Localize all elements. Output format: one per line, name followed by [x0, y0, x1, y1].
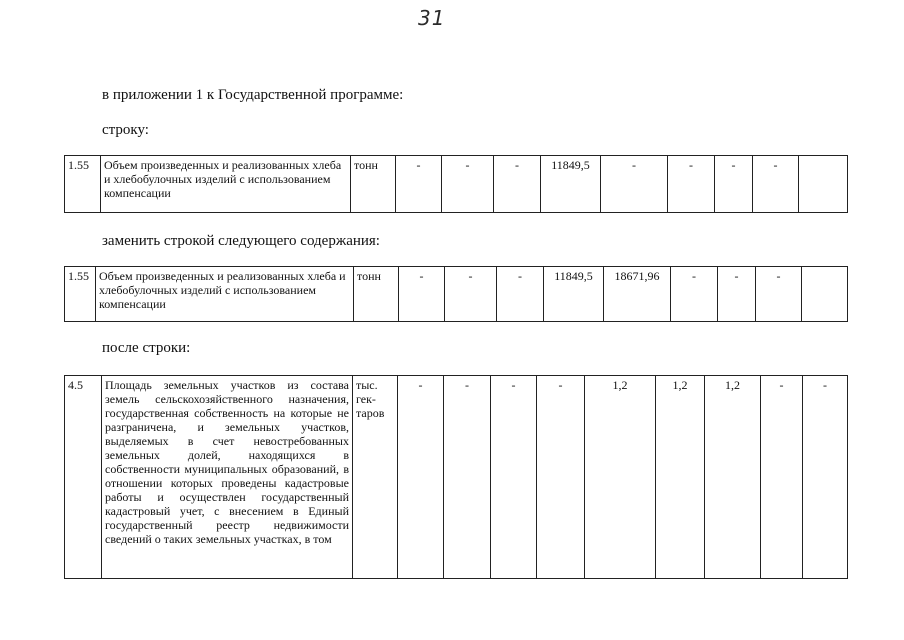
row-value: -: [718, 267, 756, 322]
table-row: [65, 376, 848, 579]
row-value: -: [668, 156, 715, 213]
table-after-row: [64, 375, 848, 579]
replace-label: заменить строкой следующего содержания:: [102, 233, 380, 249]
row-value: 11849,5: [544, 267, 604, 322]
row-label: строку:: [102, 122, 149, 138]
row-value: -: [491, 376, 537, 579]
row-value: -: [756, 267, 802, 322]
row-value: -: [445, 267, 497, 322]
row-value: -: [803, 376, 848, 579]
row-value: [802, 267, 848, 322]
row-unit: тыс. гек-таров: [353, 376, 398, 579]
row-value: -: [444, 376, 491, 579]
row-value: 1,2: [656, 376, 705, 579]
row-value: -: [715, 156, 753, 213]
row-value: -: [494, 156, 541, 213]
table-row: [65, 156, 848, 213]
row-value: 1,2: [705, 376, 761, 579]
row-indicator-name: Объем произведенных и реализованных хлеба и хлебобулочных изделий с использованием компенсации: [96, 267, 354, 322]
row-value: -: [396, 156, 442, 213]
row-value: -: [537, 376, 585, 579]
row-unit: тонн: [351, 156, 396, 213]
page-number: 31: [418, 6, 446, 30]
appendix-line: в приложении 1 к Государственной программе:: [102, 87, 404, 103]
row-number: 4.5: [65, 376, 102, 579]
row-value: -: [761, 376, 803, 579]
row-value: -: [671, 267, 718, 322]
row-value: -: [601, 156, 668, 213]
row-value: -: [442, 156, 494, 213]
row-value: 18671,96: [604, 267, 671, 322]
after-label: после строки:: [102, 340, 191, 356]
row-value: -: [398, 376, 444, 579]
table-new-row: [64, 266, 848, 322]
row-number: 1.55: [65, 267, 96, 322]
row-indicator-name: Площадь земельных участков из состава земель сельскохозяйственного назначения, государственная собственность на которые не разграничена, и земельных участков, выделяемых в счет невостребованных земельных долей, находящихся в собственности муниципальных образований, в отношении которых проведены кадастровые работы и осуществлен государственный кадастровый учет, с внесением в Единый государственный реестр недвижимости сведений о таких земельных участках, в том: [102, 376, 353, 579]
table-old-row: [64, 155, 848, 213]
row-value: 1,2: [585, 376, 656, 579]
row-value: -: [753, 156, 799, 213]
row-number: 1.55: [65, 156, 101, 213]
row-value: 11849,5: [541, 156, 601, 213]
row-indicator-name: Объем произведенных и реализованных хлеба и хлебобулочных изделий с использованием компенсации: [101, 156, 351, 213]
row-value: -: [399, 267, 445, 322]
row-value: -: [497, 267, 544, 322]
row-value: [799, 156, 848, 213]
row-unit: тонн: [354, 267, 399, 322]
table-row: [65, 267, 848, 322]
